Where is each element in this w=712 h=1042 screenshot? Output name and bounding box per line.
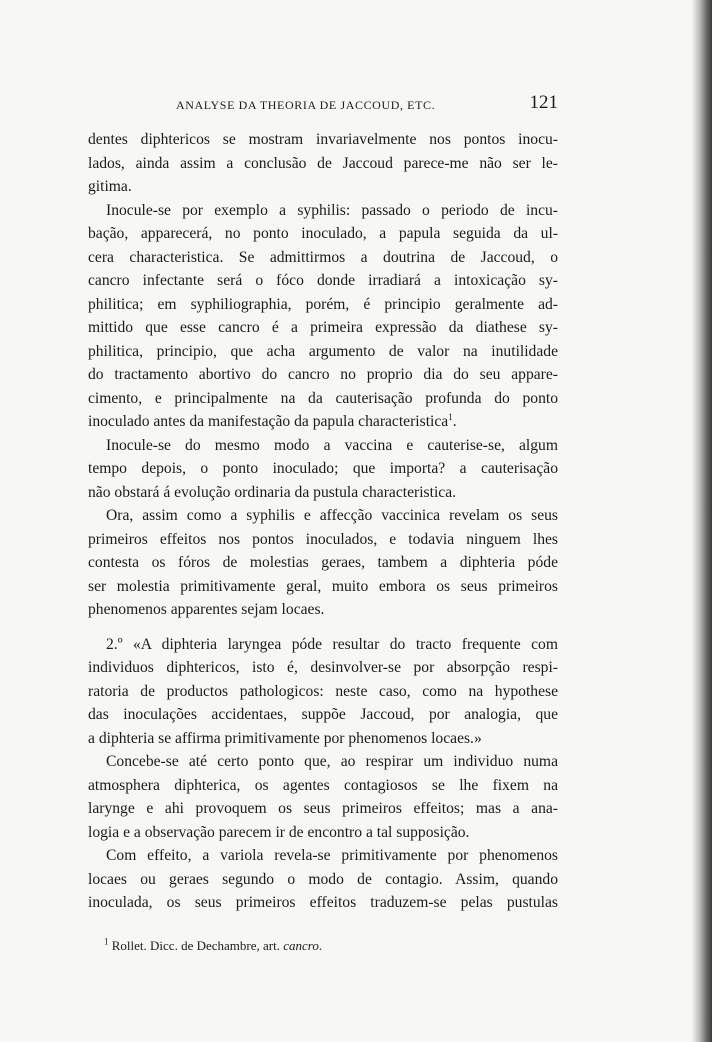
text-line: dentes diphtericos se mostram invariavelmente nos pontos inocu- (88, 131, 558, 148)
text-line: locaes ou geraes segundo o modo de contagio. Assim, quando (88, 870, 558, 888)
text-line: a diphteria se affirma primitivamente por phenomenos locaes.» (88, 729, 482, 747)
text-line: tempo depois, o ponto inoculado; que importa? a cauterisação (88, 460, 558, 477)
text-line: Concebe-se até certo ponto que, ao respirar um individuo numa (106, 753, 558, 770)
page-number: 121 (529, 92, 558, 113)
paragraph (88, 844, 558, 915)
text-line: cimento, e principalmente na da cauterisação profunda do ponto (88, 389, 558, 407)
footnote-reference: 1 (448, 411, 453, 422)
text-line: contesta os fóros de molestias geraes, tambem a diphteria póde (88, 554, 558, 571)
paragraph (88, 199, 558, 434)
body-text (88, 128, 558, 915)
text-line: larynge e ahi provoquem os seus primeiros effeitos; mas a ana- (88, 800, 558, 817)
text-line: Inocule-se do mesmo modo a vaccina e cauterise-se, algum (106, 436, 558, 454)
text-line-with-footnote (88, 410, 558, 434)
text-line: inoculado antes da manifestação da papula characteristica (88, 413, 449, 430)
text-line: gitima. (88, 178, 132, 195)
footnote-mark: 1 (104, 936, 109, 947)
text-line: inoculada, os seus primeiros effeitos traduzem-se pelas pustulas (88, 894, 558, 911)
running-head: ANALYSE DA THEORIA DE JACCOUD, ETC. (176, 98, 436, 112)
paragraph (88, 434, 558, 505)
text-line: cera characteristica. Se admittirmos a doutrina de Jaccoud, o (88, 248, 558, 266)
text-line: logia e a observação parecem ir de encontro a tal supposição. (88, 823, 470, 841)
text-line: bação, apparecerá, no ponto inoculado, a papula seguida da ul- (88, 225, 558, 242)
paragraph (88, 128, 558, 199)
text-line: do tractamento abortivo do cancro no proprio dia do seu appare- (88, 366, 558, 383)
text-line: Inocule-se por exemplo a syphilis: passado o periodo de incu- (106, 201, 558, 219)
paragraph (88, 750, 558, 844)
text-line: não obstará á evolução ordinaria da pustula characteristica. (88, 483, 457, 501)
text-line: 2.º «A diphteria laryngea póde resultar do tracto frequente com (106, 635, 558, 653)
footnote-end: . (318, 938, 323, 953)
footnote-italic: cancro (283, 938, 319, 953)
text-line: mittido que esse cancro é a primeira expressão da diathese sy- (88, 319, 558, 336)
sentence-end: . (452, 413, 457, 430)
text-line: primeiros effeitos nos pontos inoculados, e todavia ninguem lhes (88, 530, 558, 548)
text-line: Com effeito, a variola revela-se primitivamente por phenomenos (106, 847, 558, 864)
text-line: ser molestia primitivamente geral, muito embora os seus primeiros (88, 577, 558, 595)
text-line: das inoculações accidentaes, suppõe Jaccoud, por analogia, que (88, 706, 558, 723)
text-line: atmosphera diphterica, os agentes contagiosos se lhe fixem na (88, 776, 558, 794)
text-line: ratoria de productos pathologicos: neste caso, como na hypothese (88, 682, 558, 700)
page-edge-shadow (692, 0, 712, 1042)
paragraph (88, 504, 558, 622)
text-line: philitica, principio, que acha argumento de valor na inutilidade (88, 342, 558, 360)
text-line: individuos diphtericos, isto é, desinvolver-se por absorpção respi- (88, 659, 558, 676)
page-header (88, 92, 558, 122)
text-line: Ora, assim como a syphilis e affecção vaccinica revelam os seus (106, 507, 558, 524)
section-gap (88, 622, 558, 633)
text-line: cancro infectante será o fóco donde irradiará a intoxicação sy- (88, 272, 558, 289)
text-line: phenomenos apparentes sejam locaes. (88, 601, 325, 618)
footnote (104, 938, 322, 954)
paragraph (88, 633, 558, 751)
text-line: philitica; em syphiliographia, porém, é principio geralmente ad- (88, 295, 558, 313)
footnote-text: Rollet. Dicc. de Dechambre, art. (111, 938, 284, 953)
text-line: lados, ainda assim a conclusão de Jaccoud parece-me não ser le- (88, 154, 558, 172)
